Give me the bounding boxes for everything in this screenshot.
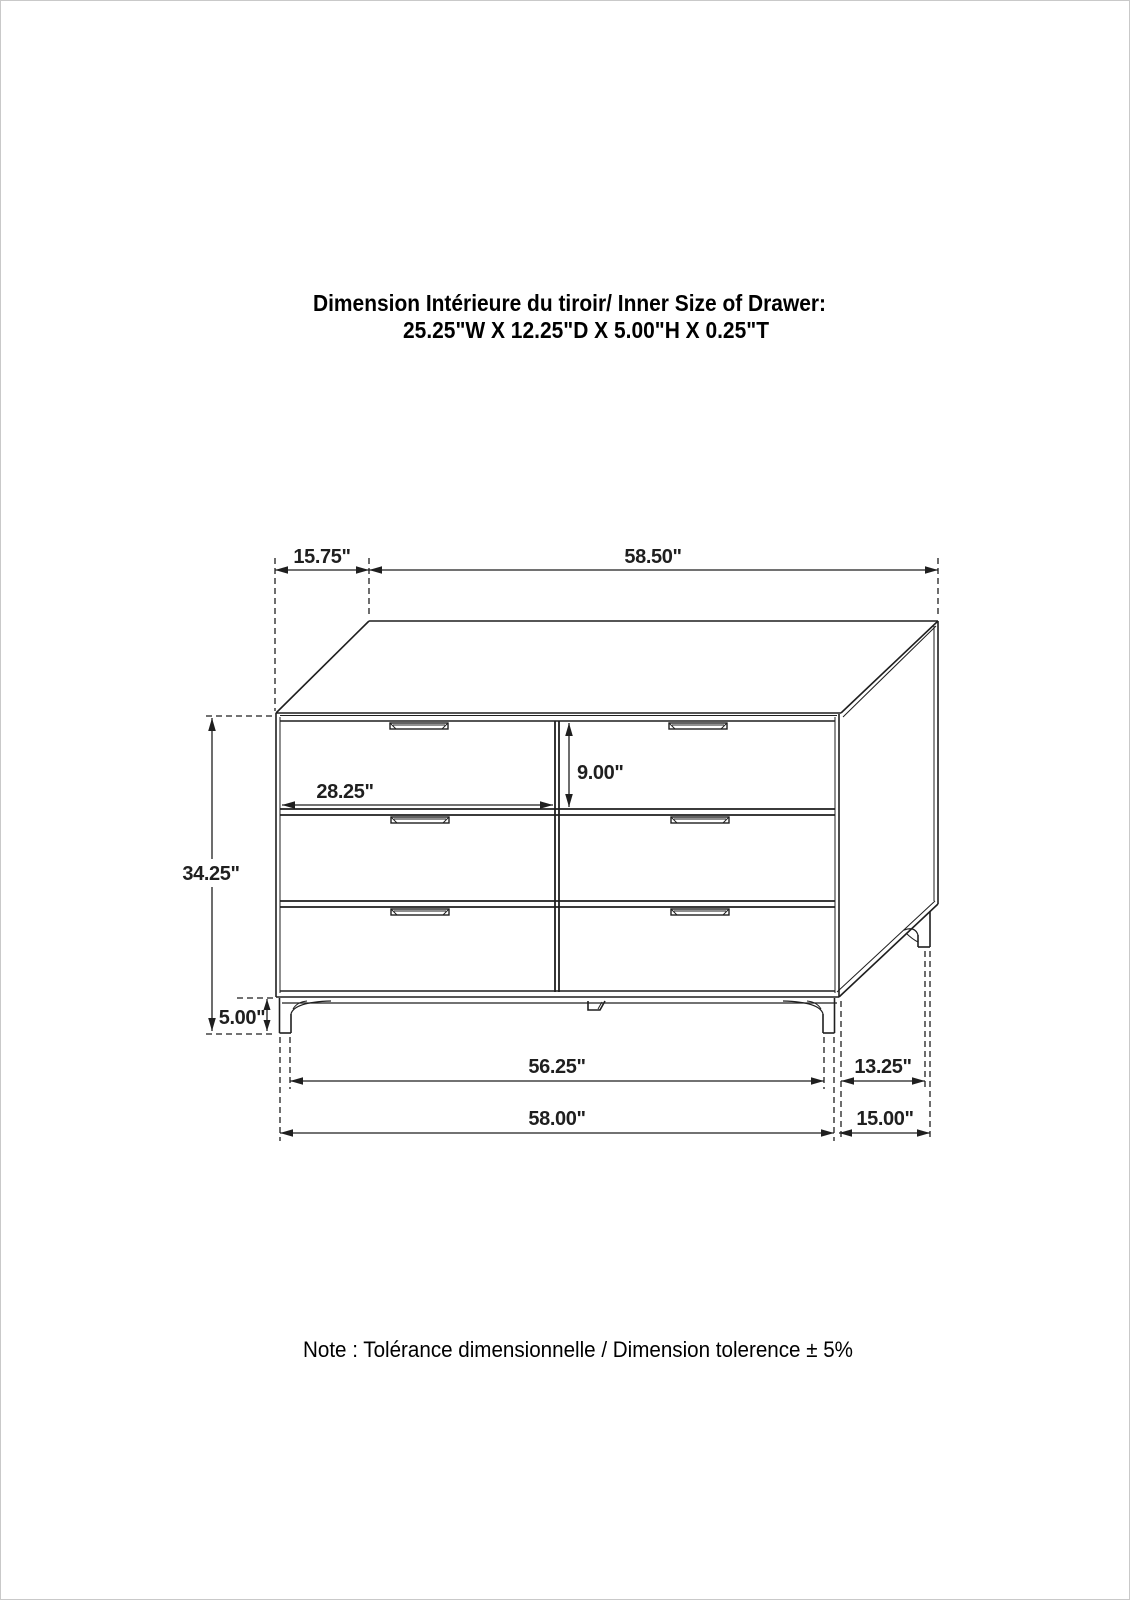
dim-label-drawer-width: 28.25" bbox=[316, 781, 374, 803]
dim-label-top-depth: 15.75" bbox=[293, 546, 351, 568]
dim-label-overall-height: 34.25" bbox=[182, 863, 240, 885]
dim-label-base-depth: 15.00" bbox=[856, 1108, 914, 1130]
arrowhead bbox=[290, 1077, 303, 1085]
arrowhead bbox=[275, 566, 288, 574]
dim-top-width bbox=[369, 546, 938, 618]
arrowhead bbox=[369, 566, 382, 574]
dim-base-width bbox=[280, 1037, 834, 1141]
arrowhead bbox=[912, 1077, 925, 1085]
title-block bbox=[313, 290, 826, 343]
arrowhead bbox=[208, 718, 216, 731]
tolerance-note: Note : Tolérance dimensionnelle / Dimension tolerence ± 5% bbox=[303, 1337, 853, 1362]
front-face bbox=[276, 713, 839, 997]
title-line-2: 25.25"W X 12.25"D X 5.00"H X 0.25"T bbox=[403, 317, 769, 343]
dim-label-base-width: 58.00" bbox=[528, 1108, 586, 1130]
title-line-1: Dimension Intérieure du tiroir/ Inner Size of Drawer: bbox=[313, 290, 826, 316]
arrowhead bbox=[208, 1018, 216, 1031]
dim-label-top-width: 58.50" bbox=[624, 546, 682, 568]
arrowhead bbox=[917, 1129, 930, 1137]
dresser-drawing bbox=[276, 621, 938, 1033]
dim-overall-height bbox=[181, 716, 273, 1034]
dim-label-feet-span-depth: 13.25" bbox=[854, 1056, 912, 1078]
arrowhead bbox=[841, 1077, 854, 1085]
dim-label-feet-span-width: 56.25" bbox=[528, 1056, 586, 1078]
arrowhead bbox=[356, 566, 369, 574]
center-support-bracket bbox=[588, 1001, 605, 1010]
arrowhead bbox=[925, 566, 938, 574]
dim-label-drawer-height: 9.00" bbox=[577, 762, 624, 784]
top-face bbox=[276, 621, 938, 713]
arrowhead bbox=[821, 1129, 834, 1137]
dim-feet-span-width bbox=[290, 1037, 824, 1089]
arrowhead bbox=[811, 1077, 824, 1085]
dim-leg-height bbox=[219, 998, 277, 1031]
dim-label-leg-height: 5.00" bbox=[218, 1007, 266, 1029]
arrowhead bbox=[280, 1129, 293, 1137]
